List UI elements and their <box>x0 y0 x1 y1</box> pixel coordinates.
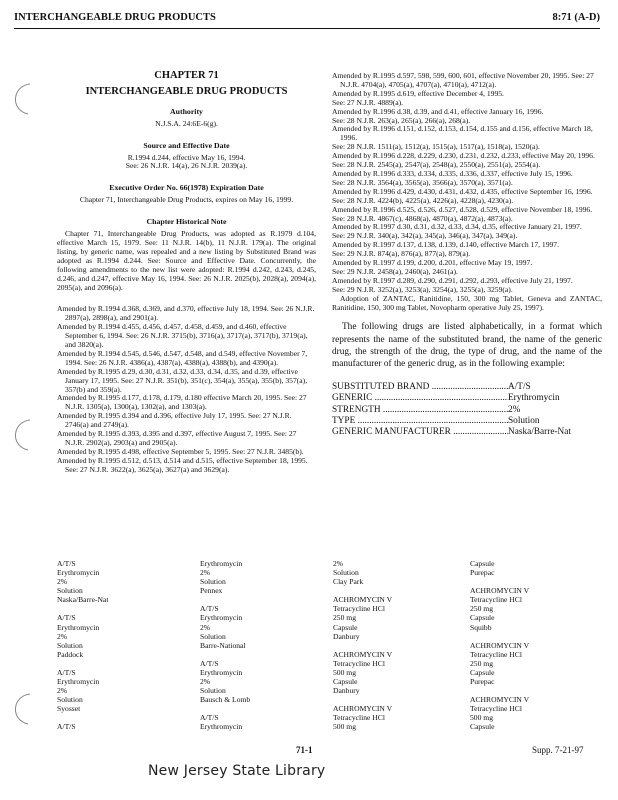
drug-entry-line: A/T/S <box>57 613 76 623</box>
drug-entry-line: Pennex <box>200 586 223 596</box>
example-value: A/T/S <box>508 382 531 393</box>
drug-entry <box>470 695 595 731</box>
drug-entry-line: Tetracycline HCl <box>333 604 385 614</box>
drug-entry-line: 250 mg <box>470 658 493 668</box>
drug-entry-line: Barre-National <box>200 640 246 650</box>
drug-entry-line: Solution <box>200 631 226 641</box>
drug-entry-line: Solution <box>200 577 226 587</box>
binder-hole-mark <box>4 416 34 456</box>
left-column <box>57 72 316 475</box>
header-section: 8:71 (A-D) <box>552 12 600 23</box>
drug-entry-line: Danbury <box>333 686 360 696</box>
example-key: GENERIC ..... <box>332 393 508 404</box>
amendment-note: Amended by R.1996 d.525, d.526, d.527, d.528, d.529, effective November 18, 1996. <box>332 204 593 214</box>
amendment-note: Amended by R.1994 d.455, d.456, d.457, d.458, d.459, and d.460, effective September 6, 1994. See: 26 N.J.R. 3715(b), 3716(a), 3717(a), 3717(b), 3719(a), and 3820(a). <box>57 322 308 350</box>
drug-entry-line: 2% <box>57 686 68 696</box>
drug-entry-line: ACHROMYCIN V <box>470 640 530 650</box>
drug-entry-line: 2% <box>57 577 68 587</box>
amendment-note: See: 28 N.J.R. 2545(a), 2547(a), 2548(a), 2550(a), 2551(a), 2554(a). <box>332 160 541 170</box>
amendment-note: Amended by R.1995 d.512, d.513, d.514 and d.515, effective September 18, 1995. See: 27 N.J.R. 3622(a), 3625(a), 3627(a) and 3629(a). <box>57 455 308 474</box>
drug-entry <box>333 595 458 640</box>
amendment-note: See: 29 N.J.R. 2458(a), 2460(a), 2461(a). <box>332 266 458 276</box>
historical-note-heading: Chapter Historical Note <box>146 217 227 227</box>
drug-entry-line: ACHROMYCIN V <box>333 595 393 605</box>
drug-entry-line: 500 mg <box>333 722 356 732</box>
listing-intro: The following drugs are listed alphabetically, in a format which represents the name of the substituted brand, the name of the generic drug, the strength of the drug, the type of drug, and the name of the manufacturer of the generic drug, as in the following example: <box>332 322 602 370</box>
drug-entry-line: Solution <box>57 586 83 596</box>
drug-entry <box>470 641 595 686</box>
drug-entry-line: Solution <box>57 695 83 705</box>
drug-entry <box>200 659 325 704</box>
example-key: TYPE ..... <box>332 416 508 427</box>
drug-entry-line: Solution <box>333 568 359 578</box>
binder-hole-mark <box>4 80 34 120</box>
drug-entry-line: Bausch & Lomb <box>200 695 251 705</box>
drug-entry <box>57 613 182 658</box>
amendment-note: Amended by R.1995 d.394 and d.396, effective July 17, 1995. See: 27 N.J.R. 2746(a) and 2749(a). <box>57 411 292 430</box>
drug-entry <box>470 559 595 577</box>
drug-entry-line: Capsule <box>470 559 495 568</box>
drug-entry-line: Erythromycin <box>57 677 100 687</box>
example-key: STRENGTH ..... <box>332 405 508 416</box>
example-row <box>332 382 602 393</box>
drug-entry-line: A/T/S <box>200 604 219 614</box>
amendment-note: See: 28 N.J.R. 1511(a), 1512(a), 1515(a), 1517(a), 1518(a), 1520(a). <box>332 142 540 152</box>
amendment-note: Amended by R.1995 d.597, 598, 599, 600, 601, effective November 20, 1995. See: 27 N.J.R. 4704(a), 4705(a), 4707(a), 4710(a), 4712(a). <box>332 71 594 89</box>
drug-entry-line: 250 mg <box>470 604 493 614</box>
drug-entry <box>333 704 458 731</box>
amendment-note: Amended by R.1995 d.619, effective December 4, 1995. <box>332 88 504 98</box>
drug-entry-line: Danbury <box>333 631 360 641</box>
header-title: INTERCHANGEABLE DRUG PRODUCTS <box>14 12 216 23</box>
amendment-note: Amended by R.1996 d.38, d.39, and d.41, effective January 16, 1996. <box>332 106 544 116</box>
drug-entry <box>57 668 182 713</box>
drug-entry-line: Erythromycin <box>57 622 100 632</box>
drug-entry-line: A/T/S <box>57 722 76 732</box>
drug-entry-line: Capsule <box>470 613 495 623</box>
authority-heading: Authority <box>170 106 203 116</box>
drug-entry <box>333 650 458 695</box>
page-number: 71-1 <box>296 745 313 755</box>
supplement-date: Supp. 7-21-97 <box>532 745 584 755</box>
drug-entry <box>200 713 325 731</box>
example-key: SUBSTITUTED BRAND ..... <box>332 382 508 393</box>
drug-entry-line: ACHROMYCIN V <box>333 704 393 714</box>
exec-order-text: Chapter 71, Interchangeable Drug Products, expires on May 16, 1999. <box>79 195 294 205</box>
example-value: Naska/Barre-Nat <box>508 427 571 438</box>
drug-entry-line: Erythromycin <box>200 667 243 677</box>
amendment-note: See: 28 N.J.R. 263(a), 265(a), 266(a), 268(a). <box>332 115 471 125</box>
amendment-note: Amended by R.1996 d.228, d.229, d.230, d.231, d.232, d.233, effective May 20, 1996. <box>332 151 595 161</box>
example-row <box>332 405 602 416</box>
drug-entry-line: A/T/S <box>200 713 219 723</box>
amendment-note: Amended by R.1996 d.151, d.152, d.153, d.154, d.155 and d.156, effective March 18, 1996. <box>332 124 593 143</box>
drug-entry-line: Purepac <box>470 568 495 578</box>
drug-entry-line: Purepac <box>470 677 495 687</box>
drug-entry-line: A/T/S <box>200 658 219 668</box>
example-key: GENERIC MANUFACTURER ..... <box>332 427 508 438</box>
drug-entry-line: Tetracycline HCl <box>333 658 385 668</box>
example-value: Erythromycin <box>508 393 560 404</box>
drug-list-column-3 <box>333 559 458 741</box>
amendment-note: Amended by R.1996 d.429, d.430, d.431, d.432, d.435, effective September 16, 1996. <box>332 186 593 196</box>
drug-entry-line: 500 mg <box>333 667 356 677</box>
amendment-note: See: 29 N.J.R. 874(a), 876(a), 877(a), 879(a). <box>332 249 471 259</box>
drug-entry <box>57 559 182 604</box>
amendment-note: Amended by R.1995 d.29, d.30, d.31, d.32, d.33, d.34, d.35, and d.39, effective January 17, 1995. See: 27 N.J.R. 351(b), 351(c), 354(a), 355(a), 355(b), 357(a), 357(b) and 359(a). <box>57 366 308 394</box>
drug-entry-line: ACHROMYCIN V <box>333 649 393 659</box>
drug-entry-line: Capsule <box>470 667 495 677</box>
drug-entry-line: 500 mg <box>470 713 493 723</box>
drug-entry-line: 2% <box>200 568 211 578</box>
amendment-note: See: 27 N.J.R. 4889(a). <box>332 97 404 107</box>
example-row <box>332 427 602 438</box>
format-example <box>332 382 602 438</box>
drug-entry-line: Capsule <box>333 622 358 632</box>
drug-entry-line: 2% <box>333 559 344 568</box>
drug-entry-line: Tetracycline HCl <box>470 595 522 605</box>
drug-entry-line: ACHROMYCIN V <box>470 586 530 596</box>
historical-note-text: Chapter 71, Interchangeable Drug Products, was adopted as R.1979 d.104, effective March 15, 1979. See: 11 N.J.R. 14(b), 11 N.J.R. 179(a). The original listing, by generic name, was repealed and a new listing by Substituted Brand was adopted as R.1994 d.244. See: Source and Effective Date. Concurrently, the following amendments to the new list were adopted: R.1994 d.242, d.243, d.245, d.246, and d.247, effective May 16, 1994. See: 26 N.J.R. 2025(b), 2028(a), 2094(a), 2095(a), and 2096(a). <box>57 229 316 292</box>
amendment-note: Amended by R.1995 d.177, d.178, d.179, d.180 effective March 20, 1995. See: 27 N.J.R. 1305(a), 1300(a), 1302(a), and 1303(a). <box>57 393 307 412</box>
drug-entry <box>470 586 595 631</box>
drug-entry-line: Tetracycline HCl <box>333 713 385 723</box>
drug-entry <box>200 559 325 595</box>
drug-entry-line: Tetracycline HCl <box>470 704 522 714</box>
amendment-note: Amended by R.1997 d.137, d.138, d.139, d.140, effective March 17, 1997. <box>332 240 560 250</box>
drug-entry-line: Erythromycin <box>57 568 100 578</box>
amendment-note: Amended by R.1997 d.289, d.290, d.291, d.292, d.293, effective July 21, 1997. <box>332 275 573 285</box>
drug-entry-line: Erythromycin <box>200 722 243 732</box>
drug-entry-line: Erythromycin <box>200 613 243 623</box>
drug-entry-line: 250 mg <box>333 613 356 623</box>
exec-order-heading: Executive Order No. 66(1978) Expiration Date <box>109 183 264 193</box>
source-line: R.1994 d.244, effective May 16, 1994. <box>127 152 246 162</box>
amendment-note: Amended by R.1994 d.368, d.369, and d.370, effective July 18, 1994. See: 26 N.J.R. 2897(a), 2898(a), and 2901(a). <box>57 304 315 323</box>
example-value: Solution <box>508 415 540 426</box>
source-line: See: 26 N.J.R. 14(a), 26 N.J.R. 2039(a). <box>125 161 248 171</box>
drug-entry <box>333 559 458 586</box>
drug-entry-line: Capsule <box>470 722 495 732</box>
running-header <box>14 12 600 29</box>
library-stamp: New Jersey State Library <box>148 763 326 779</box>
drug-entry-line: Paddock <box>57 649 84 659</box>
drug-entry-line: ACHROMYCIN V <box>470 695 530 705</box>
drug-entry-line: A/T/S <box>57 667 76 677</box>
drug-entry-line: Capsule <box>333 677 358 687</box>
drug-entry-line: Squibb <box>470 622 492 632</box>
drug-list-column-1 <box>57 559 182 741</box>
amendment-note: Amended by R.1994 d.545, d.546, d.547, d.548, and d.549, effective November 7, 1994. See: 26 N.J.R. 4386(a), 4387(a), 4388(a), 4388(b), and 4390(a). <box>57 348 308 367</box>
binder-hole-mark <box>4 690 34 730</box>
adoption-note: Adoption of ZANTAC, Ranitidine, 150, 300 mg Tablet, Geneva and ZANTAC, Ranitidine, 150, 300 mg Tablet, Novopharm operative July 25, 1997). <box>332 293 602 312</box>
chapter-number: CHAPTER 71 <box>154 70 219 81</box>
drug-entry <box>57 722 182 731</box>
amendment-note: See: 28 N.J.R. 3564(a), 3565(a), 3566(a), 3570(a), 3571(a). <box>332 177 513 187</box>
drug-entry-line: A/T/S <box>57 559 76 568</box>
authority-text: N.J.S.A. 24:6E-6(g). <box>155 118 218 128</box>
amendment-note: Amended by R.1997 d.30, d.31, d.32, d.33, d.34, d.35, effective January 21, 1997. <box>332 222 582 232</box>
drug-list-column-4 <box>470 559 595 741</box>
right-column <box>332 72 602 438</box>
drug-entry-line: Syosset <box>57 704 81 714</box>
drug-entry-line: 2% <box>200 677 211 687</box>
drug-entry-line: 2% <box>200 622 211 632</box>
drug-entry-line: Naska/Barre-Nat <box>57 595 109 605</box>
example-row <box>332 393 602 404</box>
drug-list-column-2 <box>200 559 325 741</box>
amendment-note: See: 29 N.J.R. 3252(a), 3253(a), 3254(a), 3255(a), 3259(a). <box>332 284 513 294</box>
amendment-note: Amended by R.1997 d.199, d.200, d.201, effective May 19, 1997. <box>332 258 533 268</box>
amendment-note: See: 28 N.J.R. 4224(b), 4225(a), 4226(a), 4228(a), 4230(a). <box>332 195 514 205</box>
source-heading: Source and Effective Date <box>143 140 230 150</box>
example-value: 2% <box>508 404 521 415</box>
amendment-note: See: 29 N.J.R. 340(a), 342(a), 345(a), 346(a), 347(a), 349(a). <box>332 231 518 241</box>
example-row <box>332 416 602 427</box>
amendment-note: Amended by R.1995 d.393, d.395 and d.397, effective August 7, 1995. See: 27 N.J.R. 2902(a), 2903(a) and 2905(a). <box>57 429 297 447</box>
drug-entry-line: 2% <box>57 631 68 641</box>
drug-entry-line: Erythromycin <box>200 559 243 568</box>
drug-entry-line: Clay Park <box>333 577 364 587</box>
amendment-note: Amended by R.1995 d.498, effective September 5, 1995. See: 27 N.J.R. 3485(b). <box>57 446 304 456</box>
drug-entry-line: Solution <box>200 686 226 696</box>
drug-entry <box>200 604 325 649</box>
amendment-note: Amended by R.1996 d.333, d.334, d.335, d.336, d.337, effective July 15, 1996. <box>332 168 573 178</box>
chapter-title: INTERCHANGEABLE DRUG PRODUCTS <box>85 85 288 97</box>
drug-entry-line: Tetracycline HCl <box>470 649 522 659</box>
drug-entry-line: Solution <box>57 640 83 650</box>
amendment-note: See: 28 N.J.R. 4867(c), 4868(a), 4870(a), 4872(a), 4873(a). <box>332 213 513 223</box>
